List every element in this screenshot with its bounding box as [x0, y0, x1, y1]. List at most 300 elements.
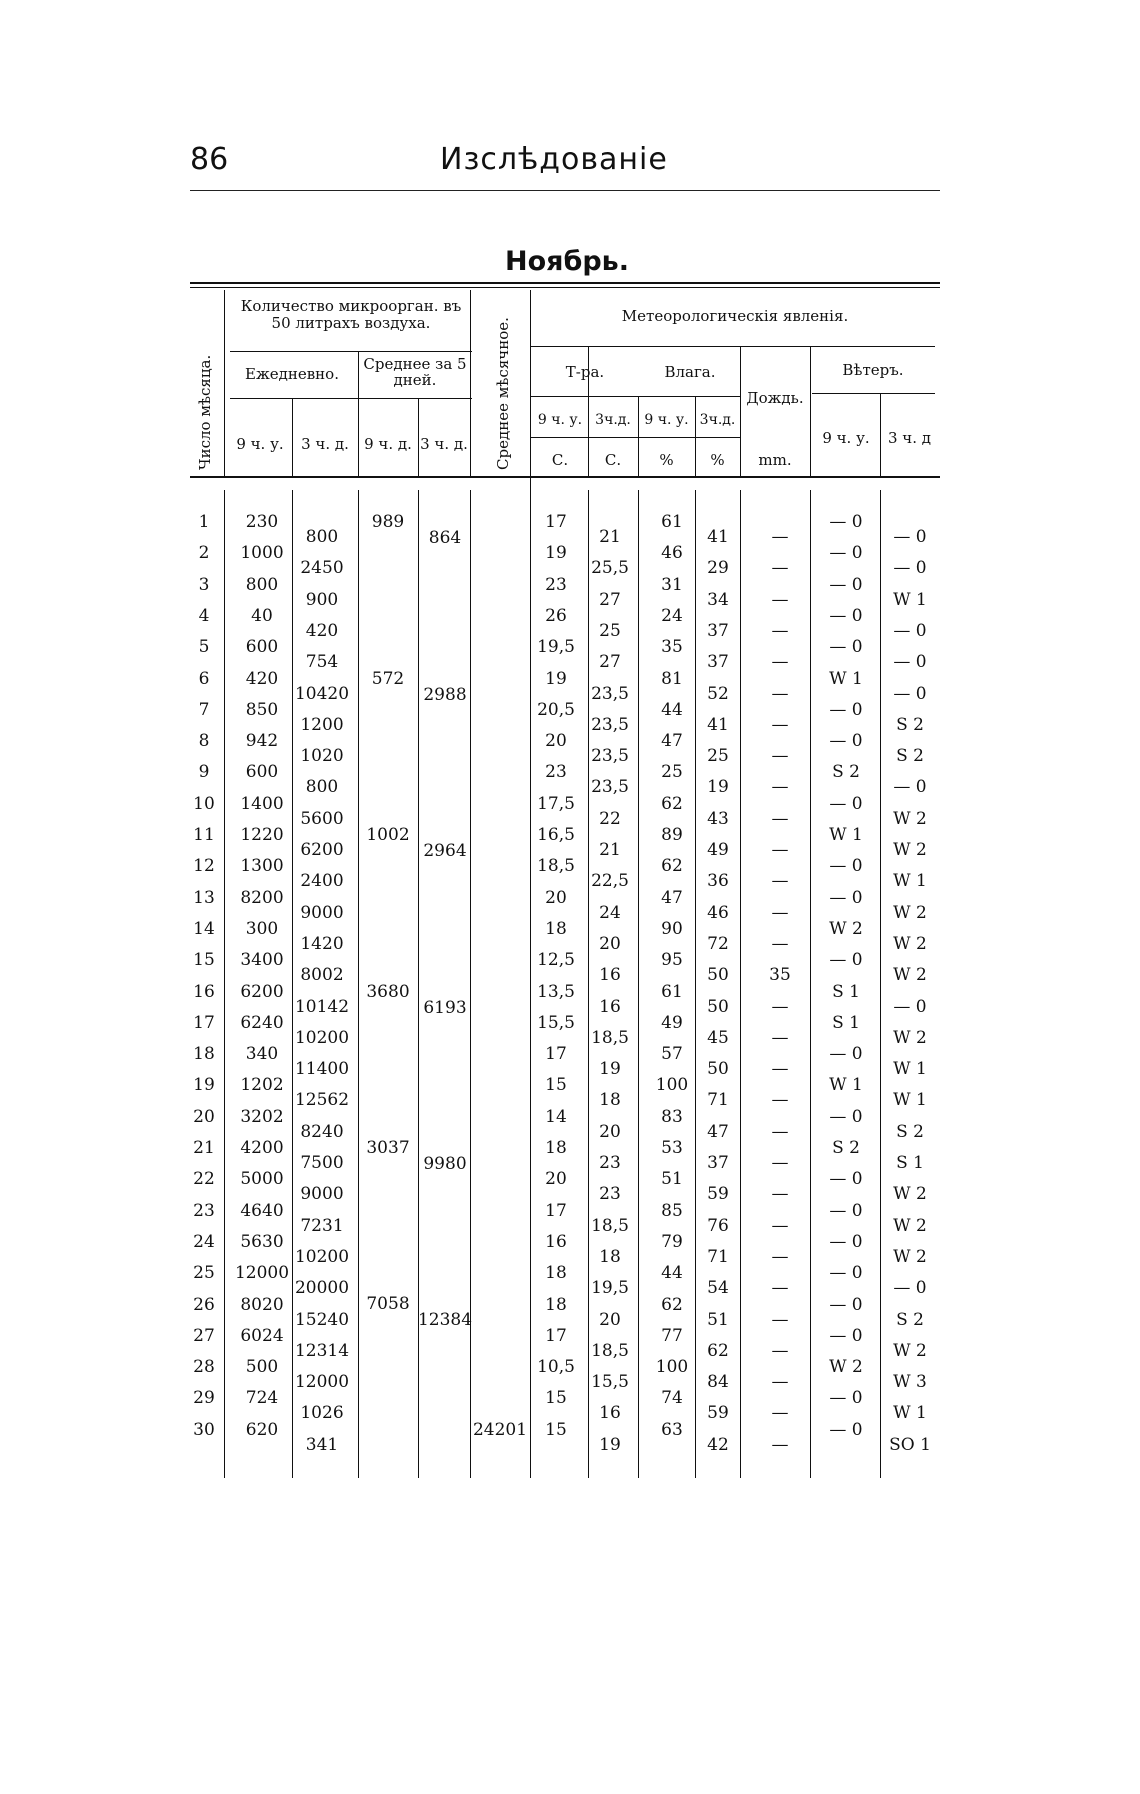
day-number: 19: [193, 1075, 215, 1096]
microbes-3pm: 2400: [300, 871, 344, 892]
column-rule: [530, 290, 531, 1478]
microbes-9am: 600: [245, 637, 279, 658]
day-number: 14: [193, 918, 215, 939]
avg5-3pm: 2964: [423, 841, 467, 861]
header-temp-3pm: 3ч.д.: [595, 412, 631, 428]
wind-3pm: W 2: [893, 840, 927, 860]
humidity-9am: 44: [661, 699, 683, 720]
rain-mm: —: [771, 558, 789, 579]
monthly-average-value: 24201: [472, 1419, 528, 1440]
microbes-3pm: 10200: [294, 1246, 350, 1267]
microbes-9am: 620: [245, 1419, 279, 1440]
microbes-3pm: 6200: [300, 840, 344, 860]
wind-3pm: W 2: [893, 1340, 927, 1361]
day-number: 17: [193, 1012, 215, 1033]
day-number: 4: [198, 605, 210, 626]
header-temp-unit-3pm: С.: [604, 451, 622, 469]
temp-9am: 15: [545, 1075, 567, 1096]
wind-9am: — 0: [829, 731, 863, 752]
microbes-3pm: 10200: [294, 1027, 350, 1048]
microbes-3pm: 10420: [294, 683, 350, 704]
rain-mm: —: [771, 840, 789, 860]
wind-9am: — 0: [829, 605, 863, 626]
humidity-9am: 89: [661, 825, 683, 845]
wind-3pm: W 1: [893, 1403, 927, 1424]
humidity-3pm: 19: [707, 777, 729, 798]
wind-9am: — 0: [829, 1388, 863, 1409]
humidity-3pm: 37: [707, 620, 729, 641]
microbes-9am: 8020: [240, 1294, 284, 1315]
humidity-3pm: 29: [707, 558, 729, 579]
avg5-9pm: 989: [371, 512, 405, 532]
microbes-9am: 3400: [240, 950, 284, 971]
humidity-9am: 35: [661, 637, 683, 658]
temp-3pm: 18,5: [591, 1027, 629, 1048]
microbes-3pm: 12000: [294, 1372, 350, 1393]
column-rule: [740, 346, 741, 476]
avg5-3pm: 2988: [423, 685, 467, 705]
wind-3pm: S 2: [896, 1309, 924, 1330]
wind-9am: — 0: [829, 887, 863, 908]
rain-mm: —: [771, 1027, 789, 1048]
humidity-9am: 31: [661, 574, 683, 595]
temp-9am: 18: [545, 1138, 567, 1158]
humidity-9am: 47: [661, 887, 683, 908]
wind-3pm: — 0: [893, 683, 927, 704]
temp-9am: 15: [545, 1388, 567, 1409]
temp-3pm: 23,5: [591, 683, 629, 704]
microbes-9am: 8200: [240, 887, 284, 908]
avg5-3pm: 864: [428, 528, 462, 548]
microbes-3pm: 7500: [300, 1153, 344, 1173]
humidity-9am: 61: [661, 512, 683, 532]
humidity-9am: 62: [661, 793, 683, 814]
wind-9am: — 0: [829, 543, 863, 564]
temp-3pm: 18,5: [591, 1215, 629, 1236]
temp-9am: 17: [545, 512, 567, 532]
microbes-3pm: 1020: [300, 746, 344, 767]
day-number: 25: [193, 1263, 215, 1284]
wind-3pm: W 2: [893, 1215, 927, 1236]
rain-mm: —: [771, 1278, 789, 1299]
microbes-3pm: 1026: [300, 1403, 344, 1424]
humidity-9am: 100: [655, 1075, 689, 1096]
wind-9am: — 0: [829, 856, 863, 877]
temp-3pm: 22,5: [591, 871, 629, 892]
temp-3pm: 19: [599, 1059, 621, 1080]
wind-3pm: W 2: [893, 1184, 927, 1205]
temp-3pm: 19,5: [591, 1278, 629, 1299]
temp-3pm: 18,5: [591, 1340, 629, 1361]
temp-3pm: 15,5: [591, 1372, 629, 1393]
microbes-9am: 1300: [240, 856, 284, 877]
header-daily-9am: 9 ч. у.: [236, 435, 284, 453]
wind-3pm: W 1: [893, 871, 927, 892]
humidity-3pm: 46: [707, 902, 729, 923]
avg5-9pm: 572: [371, 669, 405, 689]
header-daily: Ежедневно.: [245, 365, 339, 383]
microbes-3pm: 900: [305, 589, 339, 610]
table-rule: [530, 396, 740, 397]
temp-9am: 19: [545, 543, 567, 564]
humidity-9am: 95: [661, 950, 683, 971]
header-day-of-month: Число мѣсяца.: [196, 354, 214, 470]
humidity-3pm: 41: [707, 527, 729, 547]
header-humidity: Влага.: [664, 363, 716, 381]
microbes-9am: 5630: [240, 1231, 284, 1252]
day-number: 1: [198, 512, 210, 532]
temp-3pm: 21: [599, 527, 621, 547]
header-wind-9am: 9 ч. у.: [822, 429, 870, 447]
rain-mm: —: [771, 1215, 789, 1236]
column-rule: [470, 290, 471, 476]
wind-9am: — 0: [829, 637, 863, 658]
rain-mm: —: [771, 1434, 789, 1455]
wind-9am: S 2: [832, 762, 860, 783]
temp-9am: 17,5: [537, 793, 575, 814]
humidity-9am: 62: [661, 856, 683, 877]
microbes-9am: 12000: [234, 1263, 290, 1284]
day-number: 10: [193, 793, 215, 814]
column-rule: [224, 490, 225, 1478]
wind-3pm: — 0: [893, 1278, 927, 1299]
wind-9am: W 1: [829, 1075, 863, 1096]
humidity-9am: 85: [661, 1200, 683, 1221]
day-number: 18: [193, 1044, 215, 1065]
microbes-3pm: 754: [305, 652, 339, 673]
rain-mm: —: [771, 1153, 789, 1173]
humidity-3pm: 41: [707, 714, 729, 735]
microbes-3pm: 2450: [300, 558, 344, 579]
temp-9am: 13,5: [537, 981, 575, 1002]
microbes-9am: 6200: [240, 981, 284, 1002]
humidity-3pm: 42: [707, 1434, 729, 1455]
temp-3pm: 25: [599, 620, 621, 641]
temp-9am: 20: [545, 1169, 567, 1190]
humidity-3pm: 59: [707, 1403, 729, 1424]
day-number: 21: [193, 1138, 215, 1158]
wind-3pm: — 0: [893, 652, 927, 673]
humidity-9am: 77: [661, 1325, 683, 1346]
microbes-9am: 4200: [240, 1138, 284, 1158]
temp-3pm: 25,5: [591, 558, 629, 579]
humidity-9am: 81: [661, 668, 683, 689]
humidity-3pm: 37: [707, 652, 729, 673]
wind-3pm: W 1: [893, 1090, 927, 1111]
microbes-3pm: 8002: [300, 965, 344, 986]
humidity-3pm: 54: [707, 1278, 729, 1299]
wind-9am: S 1: [832, 981, 860, 1002]
humidity-3pm: 50: [707, 965, 729, 986]
temp-3pm: 22: [599, 808, 621, 829]
humidity-9am: 61: [661, 981, 683, 1002]
header-humidity-3pm: 3ч.д.: [699, 412, 736, 428]
wind-3pm: W 3: [893, 1372, 927, 1393]
humidity-9am: 51: [661, 1169, 683, 1190]
header-avg-9pm: 9 ч. д.: [364, 435, 412, 453]
humidity-3pm: 25: [707, 746, 729, 767]
humidity-3pm: 71: [707, 1246, 729, 1267]
wind-9am: — 0: [829, 793, 863, 814]
header-wind-3pm: 3 ч. д: [887, 429, 931, 447]
humidity-9am: 100: [655, 1357, 689, 1378]
wind-3pm: W 2: [893, 808, 927, 829]
humidity-3pm: 62: [707, 1340, 729, 1361]
wind-9am: — 0: [829, 1044, 863, 1065]
microbes-3pm: 800: [305, 777, 339, 798]
microbes-9am: 500: [245, 1357, 279, 1378]
temp-9am: 15,5: [537, 1012, 575, 1033]
temp-3pm: 23: [599, 1153, 621, 1173]
rain-mm: —: [771, 777, 789, 798]
temp-9am: 10,5: [537, 1357, 575, 1378]
humidity-9am: 24: [661, 605, 683, 626]
temp-3pm: 23,5: [591, 746, 629, 767]
wind-9am: — 0: [829, 950, 863, 971]
wind-9am: — 0: [829, 574, 863, 595]
wind-3pm: W 1: [893, 1059, 927, 1080]
humidity-9am: 47: [661, 731, 683, 752]
rain-mm: —: [771, 871, 789, 892]
microbes-3pm: 15240: [294, 1309, 350, 1330]
wind-3pm: W 2: [893, 965, 927, 986]
temp-9am: 19,5: [537, 637, 575, 658]
column-rule: [695, 490, 696, 1478]
humidity-9am: 83: [661, 1106, 683, 1127]
temp-9am: 16: [545, 1231, 567, 1252]
rain-mm: —: [771, 996, 789, 1017]
rain-mm: 35: [769, 965, 791, 986]
day-number: 3: [198, 574, 210, 595]
temp-3pm: 20: [599, 1121, 621, 1142]
humidity-3pm: 45: [707, 1027, 729, 1048]
microbes-3pm: 9000: [300, 1184, 344, 1205]
microbes-9am: 5000: [240, 1169, 284, 1190]
humidity-9am: 49: [661, 1012, 683, 1033]
column-rule: [292, 490, 293, 1478]
wind-3pm: W 1: [893, 589, 927, 610]
avg5-3pm: 6193: [423, 998, 467, 1018]
rain-mm: —: [771, 933, 789, 954]
humidity-9am: 74: [661, 1388, 683, 1409]
microbes-9am: 6240: [240, 1012, 284, 1033]
temp-3pm: 27: [599, 589, 621, 610]
rain-mm: —: [771, 683, 789, 704]
wind-9am: W 2: [829, 918, 863, 939]
microbes-9am: 6024: [240, 1325, 284, 1346]
humidity-3pm: 43: [707, 808, 729, 829]
wind-9am: — 0: [829, 1169, 863, 1190]
running-head: Изслѣдованіе: [440, 142, 668, 177]
humidity-3pm: 49: [707, 840, 729, 860]
wind-9am: — 0: [829, 1294, 863, 1315]
temp-9am: 12,5: [537, 950, 575, 971]
header-rain: Дождь.: [746, 389, 804, 407]
humidity-9am: 62: [661, 1294, 683, 1315]
temp-9am: 14: [545, 1106, 567, 1127]
humidity-9am: 57: [661, 1044, 683, 1065]
wind-9am: S 1: [832, 1012, 860, 1033]
microbes-9am: 850: [245, 699, 279, 720]
temp-3pm: 19: [599, 1434, 621, 1455]
temp-9am: 18: [545, 1263, 567, 1284]
wind-9am: — 0: [829, 699, 863, 720]
temp-3pm: 20: [599, 933, 621, 954]
wind-3pm: S 1: [896, 1153, 924, 1173]
day-number: 6: [198, 668, 210, 689]
header-rain-unit: mm.: [758, 451, 792, 469]
rain-mm: —: [771, 527, 789, 547]
column-rule: [880, 393, 881, 476]
wind-3pm: — 0: [893, 558, 927, 579]
rain-mm: —: [771, 714, 789, 735]
table-rule: [190, 287, 940, 288]
humidity-3pm: 76: [707, 1215, 729, 1236]
rain-mm: —: [771, 1309, 789, 1330]
rain-mm: —: [771, 589, 789, 610]
rain-mm: —: [771, 746, 789, 767]
wind-9am: W 1: [829, 668, 863, 689]
microbes-3pm: 11400: [294, 1059, 350, 1080]
temp-9am: 18,5: [537, 856, 575, 877]
wind-3pm: S 2: [896, 746, 924, 767]
microbes-9am: 800: [245, 574, 279, 595]
day-number: 8: [198, 731, 210, 752]
humidity-3pm: 71: [707, 1090, 729, 1111]
microbes-9am: 724: [245, 1388, 279, 1409]
wind-9am: — 0: [829, 512, 863, 532]
day-number: 20: [193, 1106, 215, 1127]
column-rule: [638, 490, 639, 1478]
wind-9am: — 0: [829, 1231, 863, 1252]
temp-9am: 18: [545, 1294, 567, 1315]
temp-9am: 17: [545, 1044, 567, 1065]
humidity-9am: 63: [661, 1419, 683, 1440]
wind-9am: — 0: [829, 1263, 863, 1284]
wind-9am: — 0: [829, 1419, 863, 1440]
temp-9am: 17: [545, 1325, 567, 1346]
microbes-3pm: 5600: [300, 808, 344, 829]
humidity-3pm: 34: [707, 589, 729, 610]
avg5-9pm: 1002: [366, 825, 410, 845]
temp-3pm: 18: [599, 1246, 621, 1267]
temp-3pm: 23,5: [591, 714, 629, 735]
table-rule: [190, 282, 940, 284]
rain-mm: —: [771, 1340, 789, 1361]
table-rule: [812, 393, 935, 394]
temp-9am: 26: [545, 605, 567, 626]
day-number: 28: [193, 1357, 215, 1378]
temp-9am: 23: [545, 762, 567, 783]
rain-mm: —: [771, 1246, 789, 1267]
microbes-9am: 420: [245, 668, 279, 689]
day-number: 2: [198, 543, 210, 564]
temp-3pm: 23,5: [591, 777, 629, 798]
day-number: 9: [198, 762, 210, 783]
temp-9am: 18: [545, 918, 567, 939]
rain-mm: —: [771, 1184, 789, 1205]
header-meteorology: Метеорологическія явленія.: [621, 307, 849, 325]
humidity-3pm: 36: [707, 871, 729, 892]
microbes-3pm: 12562: [294, 1090, 350, 1111]
page-number: 86: [190, 142, 229, 177]
column-rule: [358, 490, 359, 1478]
microbes-9am: 942: [245, 731, 279, 752]
humidity-9am: 53: [661, 1138, 683, 1158]
column-rule: [810, 490, 811, 1478]
wind-3pm: S 2: [896, 714, 924, 735]
rain-mm: —: [771, 1403, 789, 1424]
wind-3pm: — 0: [893, 777, 927, 798]
humidity-9am: 25: [661, 762, 683, 783]
header-temp-9am: 9 ч. у.: [537, 412, 583, 428]
humidity-3pm: 50: [707, 1059, 729, 1080]
microbes-3pm: 341: [305, 1434, 339, 1455]
wind-3pm: W 2: [893, 1027, 927, 1048]
column-rule: [224, 290, 225, 476]
table-rule: [530, 437, 740, 438]
rain-mm: —: [771, 808, 789, 829]
temp-3pm: 24: [599, 902, 621, 923]
humidity-3pm: 52: [707, 683, 729, 704]
table-rule: [530, 346, 935, 347]
microbes-3pm: 1200: [300, 714, 344, 735]
month-title: Ноябрь.: [505, 246, 629, 277]
header-five-day-average: Среднее за 5 дней.: [363, 355, 467, 389]
rain-mm: —: [771, 1121, 789, 1142]
column-rule: [358, 351, 359, 476]
temp-3pm: 21: [599, 840, 621, 860]
temp-3pm: 27: [599, 652, 621, 673]
microbes-3pm: 1420: [300, 933, 344, 954]
day-number: 30: [193, 1419, 215, 1440]
column-rule: [810, 346, 811, 476]
humidity-3pm: 51: [707, 1309, 729, 1330]
header-temp-unit-9am: С.: [551, 451, 569, 469]
microbes-3pm: 9000: [300, 902, 344, 923]
temp-9am: 15: [545, 1419, 567, 1440]
microbes-3pm: 20000: [294, 1278, 350, 1299]
humidity-9am: 90: [661, 918, 683, 939]
microbes-3pm: 800: [305, 527, 339, 547]
rain-mm: —: [771, 620, 789, 641]
rain-mm: —: [771, 902, 789, 923]
temp-9am: 20: [545, 731, 567, 752]
wind-3pm: — 0: [893, 620, 927, 641]
table-rule: [230, 351, 472, 352]
day-number: 13: [193, 887, 215, 908]
microbes-9am: 300: [245, 918, 279, 939]
microbes-3pm: 420: [305, 620, 339, 641]
humidity-3pm: 50: [707, 996, 729, 1017]
microbes-9am: 3202: [240, 1106, 284, 1127]
temp-9am: 16,5: [537, 825, 575, 845]
avg5-9pm: 3680: [366, 982, 410, 1002]
header-humidity-unit-3pm: %: [710, 451, 725, 469]
header-avg-3pm: 3 ч. д.: [420, 435, 468, 453]
microbes-9am: 230: [245, 512, 279, 532]
header-humidity-unit-9am: %: [659, 451, 674, 469]
temp-3pm: 16: [599, 965, 621, 986]
wind-3pm: SO 1: [889, 1434, 931, 1455]
humidity-9am: 44: [661, 1263, 683, 1284]
humidity-3pm: 59: [707, 1184, 729, 1205]
day-number: 12: [193, 856, 215, 877]
day-number: 24: [193, 1231, 215, 1252]
day-number: 27: [193, 1325, 215, 1346]
table-rule: [190, 476, 940, 478]
microbes-3pm: 7231: [300, 1215, 344, 1236]
